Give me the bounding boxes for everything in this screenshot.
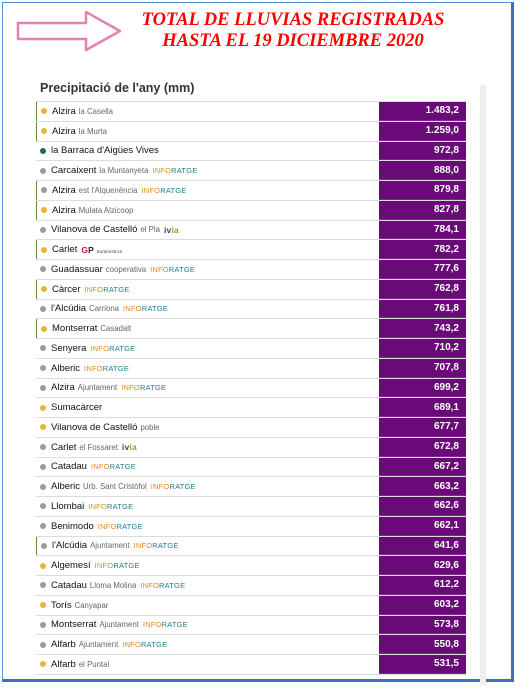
station-cell xyxy=(36,300,379,319)
rainfall-value: 550,8 xyxy=(379,635,466,654)
rainfall-value: 531,5 xyxy=(379,655,466,674)
station-name: Alberic xyxy=(51,481,81,493)
station-name: Montserrat xyxy=(51,619,97,631)
station-name: Alzira xyxy=(52,184,76,196)
inforatge-logo: INFORATGE xyxy=(122,640,168,650)
station-sublocation: el Pla xyxy=(140,225,160,235)
station-sublocation: est l'Alquenència xyxy=(78,185,138,195)
station-name: l'Alcúdia xyxy=(52,540,88,552)
table-row[interactable] xyxy=(36,477,466,497)
rainfall-value: 762,8 xyxy=(379,280,466,299)
inforatge-logo: INFORATGE xyxy=(123,304,168,314)
status-dot-icon xyxy=(41,207,47,213)
headline xyxy=(118,10,468,52)
table-row[interactable] xyxy=(36,418,466,438)
rainfall-value: 677,7 xyxy=(379,418,466,437)
station-cell xyxy=(36,556,379,575)
status-dot-icon xyxy=(40,424,46,430)
rainfall-table xyxy=(36,101,466,675)
table-row[interactable] xyxy=(36,181,466,201)
station-cell xyxy=(36,635,379,654)
status-dot-icon xyxy=(40,345,46,351)
inforatge-logo: INFORATGE xyxy=(97,521,143,531)
station-cell xyxy=(36,379,379,398)
station-cell xyxy=(36,537,379,556)
table-row[interactable] xyxy=(36,142,466,162)
station-cell xyxy=(36,418,379,437)
status-dot-icon xyxy=(40,306,46,312)
table-row[interactable] xyxy=(36,300,466,320)
inforatge-logo: INFORATGE xyxy=(84,363,130,373)
inforatge-logo: INFORATGE xyxy=(142,620,188,630)
headline-line-1: TOTAL DE LLUVIAS REGISTRADAS xyxy=(141,10,445,30)
station-sublocation: la Muntanyeta xyxy=(99,166,149,176)
station-name: Llombai xyxy=(51,500,85,512)
inforatge-logo: INFORATGE xyxy=(90,343,136,353)
inforatge-logo: INFORATGE xyxy=(141,185,187,195)
rainfall-value: 662,6 xyxy=(379,497,466,516)
inforatge-logo: INFORATGE xyxy=(94,561,140,571)
inforatge-logo: INFORATGE xyxy=(90,462,136,472)
status-dot-icon xyxy=(40,582,46,588)
station-name: Catadau xyxy=(51,461,87,473)
inforatge-logo: INFORATGE xyxy=(150,482,196,492)
station-sublocation: la Murta xyxy=(78,126,107,136)
table-row[interactable] xyxy=(36,398,466,418)
table-row[interactable] xyxy=(36,280,466,300)
station-cell xyxy=(36,576,379,595)
rainfall-value: 707,8 xyxy=(379,359,466,378)
rainfall-value: 663,2 xyxy=(379,477,466,496)
rainfall-value: 879,8 xyxy=(379,181,466,200)
station-name: Càrcer xyxy=(52,283,81,295)
right-arrow-icon xyxy=(14,8,124,54)
rainfall-value: 784,1 xyxy=(379,221,466,240)
station-name: Alzira xyxy=(52,204,76,216)
station-name: Guadassuar xyxy=(51,263,103,275)
rainfall-value: 972,8 xyxy=(379,142,466,161)
station-sublocation: el Puntal xyxy=(78,659,110,669)
table-row[interactable] xyxy=(36,122,466,142)
table-row[interactable] xyxy=(36,379,466,399)
station-cell xyxy=(36,319,379,338)
status-dot-icon xyxy=(40,464,46,470)
table-row[interactable] xyxy=(36,161,466,181)
rainfall-value: 629,6 xyxy=(379,556,466,575)
rainfall-value: 672,8 xyxy=(379,438,466,457)
status-dot-icon xyxy=(40,385,46,391)
station-cell xyxy=(36,240,379,259)
station-cell xyxy=(36,477,379,496)
status-dot-icon xyxy=(40,405,46,411)
station-name: la Barraca d'Aigües Vives xyxy=(51,145,159,157)
station-name: Montserrat xyxy=(52,323,98,335)
station-cell xyxy=(36,517,379,536)
station-sublocation: cooperativa xyxy=(105,264,147,274)
ivia-logo: ivia xyxy=(163,224,179,235)
station-cell xyxy=(36,596,379,615)
station-name: Catadau xyxy=(51,579,87,591)
table-row[interactable] xyxy=(36,635,466,655)
station-sublocation: la Casella xyxy=(78,106,114,116)
rainfall-value: 782,2 xyxy=(379,240,466,259)
rainfall-value: 573,8 xyxy=(379,616,466,635)
table-row[interactable] xyxy=(36,359,466,379)
station-cell xyxy=(36,359,379,378)
station-sublocation: Ajuntament xyxy=(77,383,118,393)
station-sublocation: Mulata Alzicoop xyxy=(78,205,134,215)
status-dot-icon xyxy=(40,148,46,154)
station-name: Alzira xyxy=(52,125,76,137)
status-dot-icon xyxy=(41,247,47,253)
station-cell xyxy=(36,280,379,299)
table-row[interactable] xyxy=(36,319,466,339)
table-row[interactable] xyxy=(36,537,466,557)
rainfall-value: 827,8 xyxy=(379,201,466,220)
table-row[interactable] xyxy=(36,497,466,517)
status-dot-icon xyxy=(41,286,47,292)
station-name: Benimodo xyxy=(51,520,94,532)
station-sublocation: Casadalt xyxy=(100,324,132,334)
table-row[interactable] xyxy=(36,517,466,537)
rainfall-value: 689,1 xyxy=(379,398,466,417)
table-row[interactable] xyxy=(36,576,466,596)
station-cell xyxy=(36,142,379,161)
status-dot-icon xyxy=(40,563,46,569)
table-row[interactable] xyxy=(36,616,466,636)
station-cell xyxy=(36,497,379,516)
station-name: Carcaixent xyxy=(51,165,97,177)
station-cell xyxy=(36,398,379,417)
table-row[interactable] xyxy=(36,438,466,458)
station-name: Torís xyxy=(51,599,72,611)
table-row[interactable] xyxy=(36,596,466,616)
rainfall-value: 699,2 xyxy=(379,379,466,398)
rainfall-value: 743,2 xyxy=(379,319,466,338)
status-dot-icon xyxy=(41,128,47,134)
station-name: Senyera xyxy=(51,342,87,354)
ivia-logo: ivia xyxy=(121,442,137,453)
status-dot-icon xyxy=(40,661,46,667)
station-cell xyxy=(36,201,379,220)
station-name: Carlet xyxy=(51,441,77,453)
station-cell xyxy=(36,181,379,200)
station-cell xyxy=(36,655,379,674)
station-cell xyxy=(36,102,379,121)
gp-suministros-logo: GP Suministros xyxy=(81,244,123,255)
rainfall-value: 667,2 xyxy=(379,458,466,477)
station-sublocation: Ajuntament xyxy=(78,640,119,650)
headline-line-2: HASTA EL 19 DICIEMBRE 2020 xyxy=(162,31,424,51)
status-dot-icon xyxy=(41,326,47,332)
station-cell xyxy=(36,260,379,279)
rainfall-value: 1.483,2 xyxy=(379,102,466,121)
rainfall-value: 888,0 xyxy=(379,161,466,180)
rainfall-value: 761,8 xyxy=(379,300,466,319)
status-dot-icon xyxy=(40,602,46,608)
station-sublocation: el Fossaret xyxy=(79,442,118,452)
table-row[interactable] xyxy=(36,102,466,122)
station-name: Carlet xyxy=(52,244,78,256)
inforatge-logo: INFORATGE xyxy=(140,580,186,590)
status-dot-icon xyxy=(40,484,46,490)
station-name: Alzira xyxy=(52,105,76,117)
station-sublocation: Urb. Sant Cristòfol xyxy=(83,482,147,492)
status-dot-icon xyxy=(40,168,46,174)
rainfall-value: 1.259,0 xyxy=(379,122,466,141)
station-cell xyxy=(36,122,379,141)
status-dot-icon xyxy=(40,523,46,529)
station-cell xyxy=(36,616,379,635)
station-name: l'Alcúdia xyxy=(51,303,87,315)
station-cell xyxy=(36,438,379,457)
rainfall-value: 710,2 xyxy=(379,339,466,358)
rainfall-value: 641,6 xyxy=(379,537,466,556)
station-sublocation: Ajuntament xyxy=(99,620,139,630)
station-sublocation: Carriona xyxy=(89,304,119,314)
station-name: Alberic xyxy=(51,362,81,374)
table-row[interactable] xyxy=(36,240,466,260)
status-dot-icon xyxy=(41,543,47,549)
station-name: Alfarb xyxy=(51,658,76,670)
scrollbar-track[interactable] xyxy=(480,85,486,685)
station-name: Vilanova de Castelló xyxy=(51,421,138,433)
station-sublocation: Ajuntament xyxy=(90,541,130,551)
rainfall-value: 603,2 xyxy=(379,596,466,615)
status-dot-icon xyxy=(40,365,46,371)
station-cell xyxy=(36,161,379,180)
inforatge-logo: INFORATGE xyxy=(121,383,167,393)
inforatge-logo: INFORATGE xyxy=(84,284,130,294)
station-cell xyxy=(36,458,379,477)
inforatge-logo: INFORATGE xyxy=(150,264,196,274)
station-name: Sumacàrcer xyxy=(51,402,103,414)
inforatge-logo: INFORATGE xyxy=(152,166,198,176)
station-sublocation: poble xyxy=(140,422,160,432)
station-name: Algemesí xyxy=(51,560,91,572)
status-dot-icon xyxy=(40,444,46,450)
table-row[interactable] xyxy=(36,556,466,576)
status-dot-icon xyxy=(40,503,46,509)
rainfall-value: 612,2 xyxy=(379,576,466,595)
inforatge-logo: INFORATGE xyxy=(133,541,179,551)
rainfall-value: 662,1 xyxy=(379,517,466,536)
station-sublocation: Lloma Molina xyxy=(89,580,137,590)
station-name: Alfarb xyxy=(51,639,76,651)
table-row[interactable] xyxy=(36,221,466,241)
status-dot-icon xyxy=(41,187,47,193)
station-sublocation: Canyapar xyxy=(74,600,109,610)
panel-title: Precipitació de l'any (mm) xyxy=(40,81,195,95)
status-dot-icon xyxy=(40,622,46,628)
station-cell xyxy=(36,221,379,240)
status-dot-icon xyxy=(40,227,46,233)
rainfall-value: 777,6 xyxy=(379,260,466,279)
table-row[interactable] xyxy=(36,201,466,221)
table-row[interactable] xyxy=(36,458,466,478)
table-row[interactable] xyxy=(36,339,466,359)
status-dot-icon xyxy=(41,108,47,114)
status-dot-icon xyxy=(40,642,46,648)
station-cell xyxy=(36,339,379,358)
station-name: Alzira xyxy=(51,382,75,394)
table-row[interactable] xyxy=(36,655,466,675)
status-dot-icon xyxy=(40,266,46,272)
station-name: Vilanova de Castelló xyxy=(51,224,138,236)
table-row[interactable] xyxy=(36,260,466,280)
inforatge-logo: INFORATGE xyxy=(88,501,134,511)
